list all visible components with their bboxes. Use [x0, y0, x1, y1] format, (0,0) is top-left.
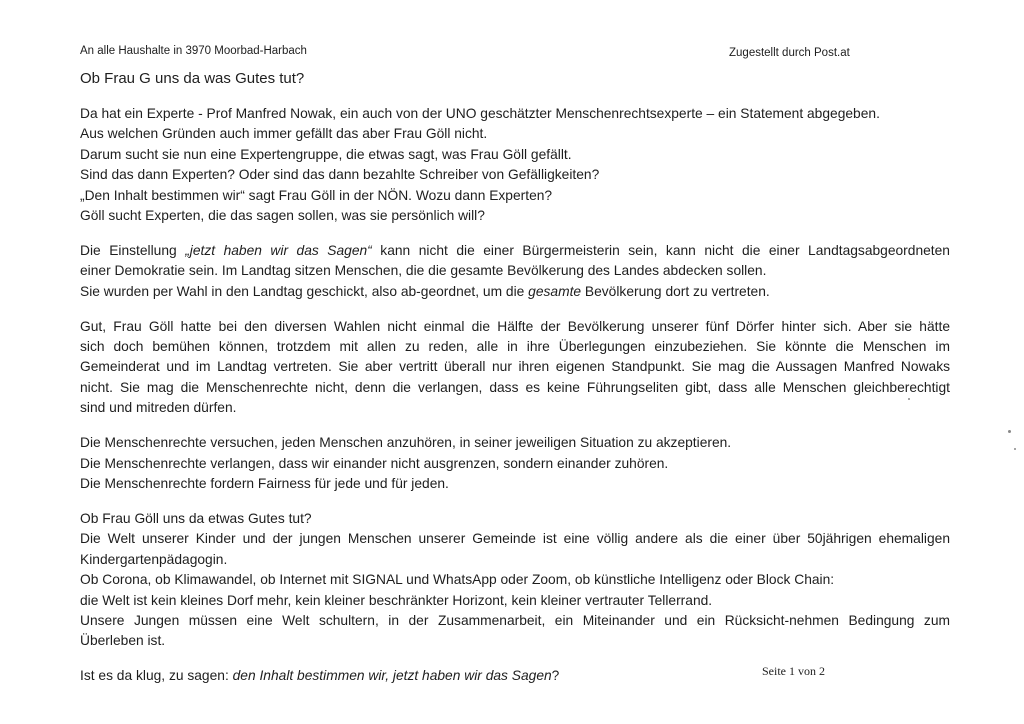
- scan-speck: [1014, 448, 1016, 450]
- text-line: einer Demokratie sein. Im Landtag sitzen Menschen, die die gesamte Bevölkerung des Landes abdecken sollen.: [80, 263, 767, 279]
- text-line: Die Menschenrechte versuchen, jeden Menschen anzuhören, in seiner jeweiligen Situation zu akzeptieren.: [80, 435, 732, 451]
- text-line: [80, 241, 950, 261]
- paragraph-democracy: [80, 241, 950, 302]
- text-line: Ob Corona, ob Klimawandel, ob Internet mit SIGNAL und WhatsApp oder Zoom, ob künstliche Intelligenz oder Block Chain:: [80, 572, 835, 588]
- recipient-line: An alle Haushalte in 3970 Moorbad-Harbach: [80, 45, 307, 57]
- text-line: „Den Inhalt bestimmen wir“ sagt Frau Göll in der NÖN. Wozu dann Experten?: [80, 187, 553, 203]
- paragraph-expert-statement: [80, 104, 950, 226]
- paragraph-elections: [80, 317, 950, 419]
- emphasized-quote: den Inhalt bestimmen wir, jetzt haben wir das Sagen: [232, 668, 552, 684]
- text-line: Sind das dann Experten? Oder sind das dann bezahlte Schreiber von Gefälligkeiten?: [80, 167, 600, 183]
- document-body: [80, 104, 950, 701]
- text-line: Aus welchen Gründen auch immer gefällt das aber Frau Göll nicht.: [80, 126, 488, 142]
- text-segment: Bevölkerung dort zu vertreten.: [581, 283, 770, 299]
- text-line: Göll sucht Experten, die das sagen sollen, was sie persönlich will?: [80, 208, 485, 224]
- text-segment: kann nicht die einer Bürgermeisterin sein, kann nicht die einer Landtagsabgeordneten: [371, 242, 950, 258]
- text-line: Da hat ein Experte - Prof Manfred Nowak, ein auch von der UNO geschätzter Menschenrechtsexperte – ein Statement abgegeben.: [80, 106, 880, 121]
- text-segment: ?: [551, 668, 560, 684]
- paragraph-young-generation: [80, 509, 950, 652]
- text-segment: Sie wurden per Wahl in den Landtag geschickt, also ab-geordnet, um die: [80, 283, 529, 299]
- paragraph-human-rights: [80, 433, 950, 494]
- text-line: Gemeinderat und im Landtag vertreten. Sie aber vertritt überall nur ihren eigenen Standpunkt. Sie mag die Aussagen Manfred Nowaks: [80, 359, 950, 375]
- scan-speck: [908, 398, 910, 400]
- text-line: Gut, Frau Göll hatte bei den diversen Wahlen nicht einmal die Hälfte der Bevölkerung unserer fünf Dörfer hinter sich. Aber sie hätte: [80, 318, 950, 334]
- page-number: Seite 1 von 2: [762, 664, 825, 678]
- emphasized-word: gesamte: [528, 283, 582, 299]
- scan-speck: [1008, 430, 1011, 433]
- text-line: [80, 282, 950, 302]
- text-segment: Die Einstellung: [80, 242, 186, 258]
- text-line: Die Menschenrechte verlangen, dass wir einander nicht ausgrenzen, sondern einander zuhören.: [80, 455, 669, 471]
- document-title: Ob Frau G uns da was Gutes tut?: [80, 70, 305, 87]
- text-line: Überleben ist.: [80, 633, 166, 649]
- text-line: sich doch bemühen können, trotzdem mit allen zu reden, alle in ihre Überlegungen einzubeziehen. Sie könnte die Menschen im: [80, 339, 950, 355]
- text-line: Ob Frau Göll uns da etwas Gutes tut?: [80, 510, 312, 526]
- text-line: nicht. Sie mag die Menschenrechte nicht, denn die verlangen, dass es keine Führungseliten gibt, dass alle Menschen gleichberechtigt: [80, 379, 950, 395]
- text-line: Die Menschenrechte fordern Fairness für jede und für jeden.: [80, 476, 449, 491]
- text-segment: Ist es da klug, zu sagen:: [80, 668, 233, 684]
- text-line: die Welt ist kein kleines Dorf mehr, kein kleiner beschränkter Horizont, kein kleiner vertrauter Tellerrand.: [80, 592, 713, 608]
- text-line: Die Welt unserer Kinder und der jungen Menschen unserer Gemeinde ist eine völlig andere als die einer über 50jährigen ehemaligen: [80, 531, 950, 547]
- text-line: Kindergartenpädagogin.: [80, 551, 228, 567]
- emphasized-quote: „jetzt haben wir das Sagen“: [185, 242, 372, 258]
- text-line: sind und mitreden dürfen.: [80, 400, 237, 416]
- text-line: Darum sucht sie nun eine Expertengruppe, die etwas sagt, was Frau Göll gefällt.: [80, 146, 572, 162]
- delivery-note: Zugestellt durch Post.at: [729, 47, 850, 59]
- text-line: Unsere Jungen müssen eine Welt schultern, in der Zusammenarbeit, ein Miteinander und ein Rücksicht-nehmen Bedingung zum: [80, 612, 950, 628]
